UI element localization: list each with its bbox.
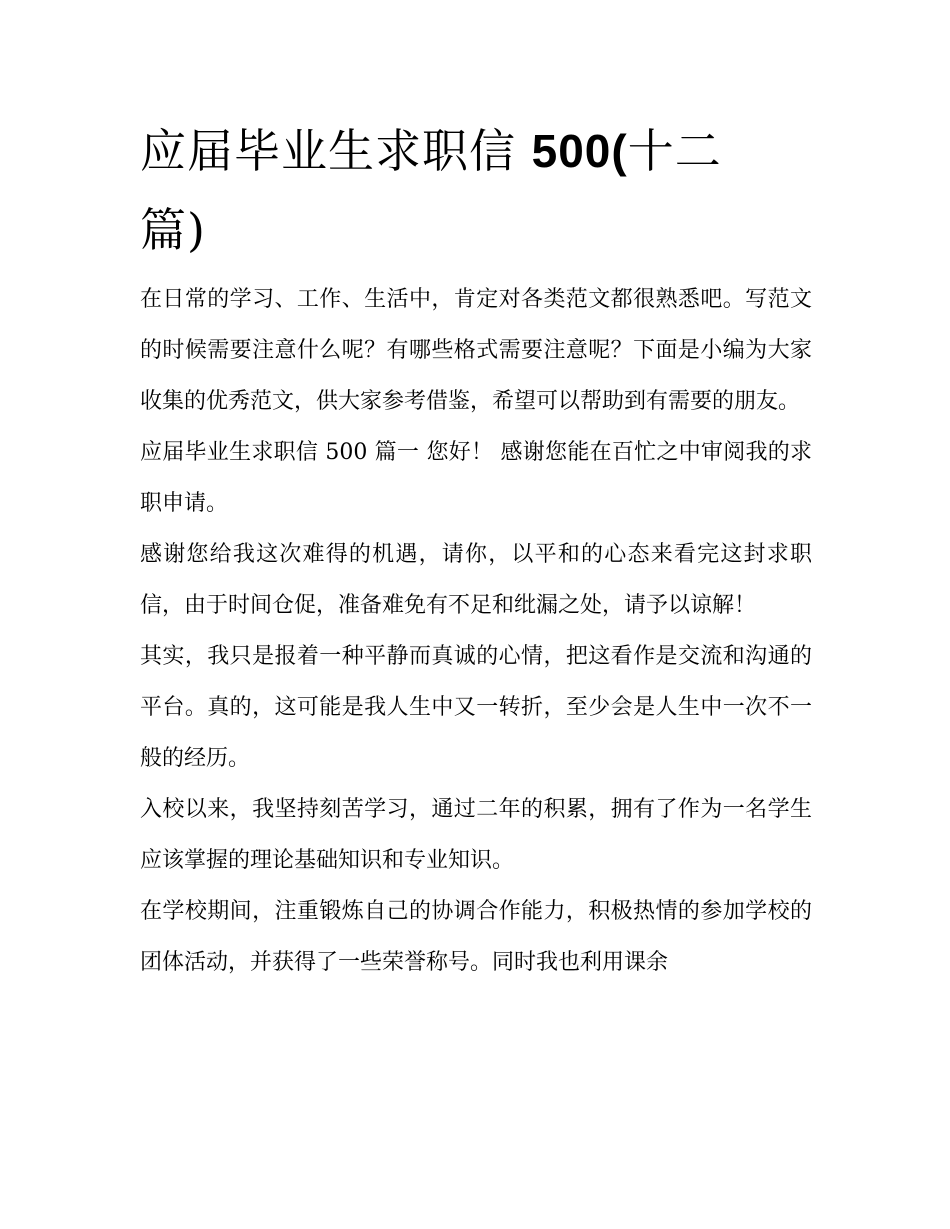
paragraph: 在日常的学习、工作、生活中，肯定对各类范文都很熟悉吧。写范文的时候需要注意什么呢？有哪些格式需要注意呢？下面是小编为大家收集的优秀范文，供大家参考借鉴，希望可以帮助到有需要的朋友。 [140,287,812,414]
paragraph: 其实，我只是报着一种平静而真诚的心情，把这看作是交流和沟通的平台。真的，这可能是我人生中又一转折，至少会是人生中一次不一般的经历。 [140,644,812,771]
document-body [140,274,812,988]
document-title [140,112,780,270]
title-number: 500( [531,125,628,177]
paragraph: 入校以来，我坚持刻苦学习，通过二年的积累，拥有了作为一名学生应该掌握的理论基础知识和专业知识。 [140,797,812,873]
title-text-end: 十二篇) [140,124,722,257]
paragraph: 应届毕业生求职信 500 篇一 您好！ 感谢您能在百忙之中审阅我的求职申请。 [140,440,812,516]
paragraph: 在学校期间，注重锻炼自己的协调合作能力，积极热情的参加学校的团体活动，并获得了一些荣誉称号。同时我也利用课余 [140,899,812,975]
title-text: 应届毕业生求职信 [140,124,516,178]
paragraph: 感谢您给我这次难得的机遇，请你，以平和的心态来看完这封求职信，由于时间仓促，准备难免有不足和纰漏之处，请予以谅解！ [140,542,812,618]
